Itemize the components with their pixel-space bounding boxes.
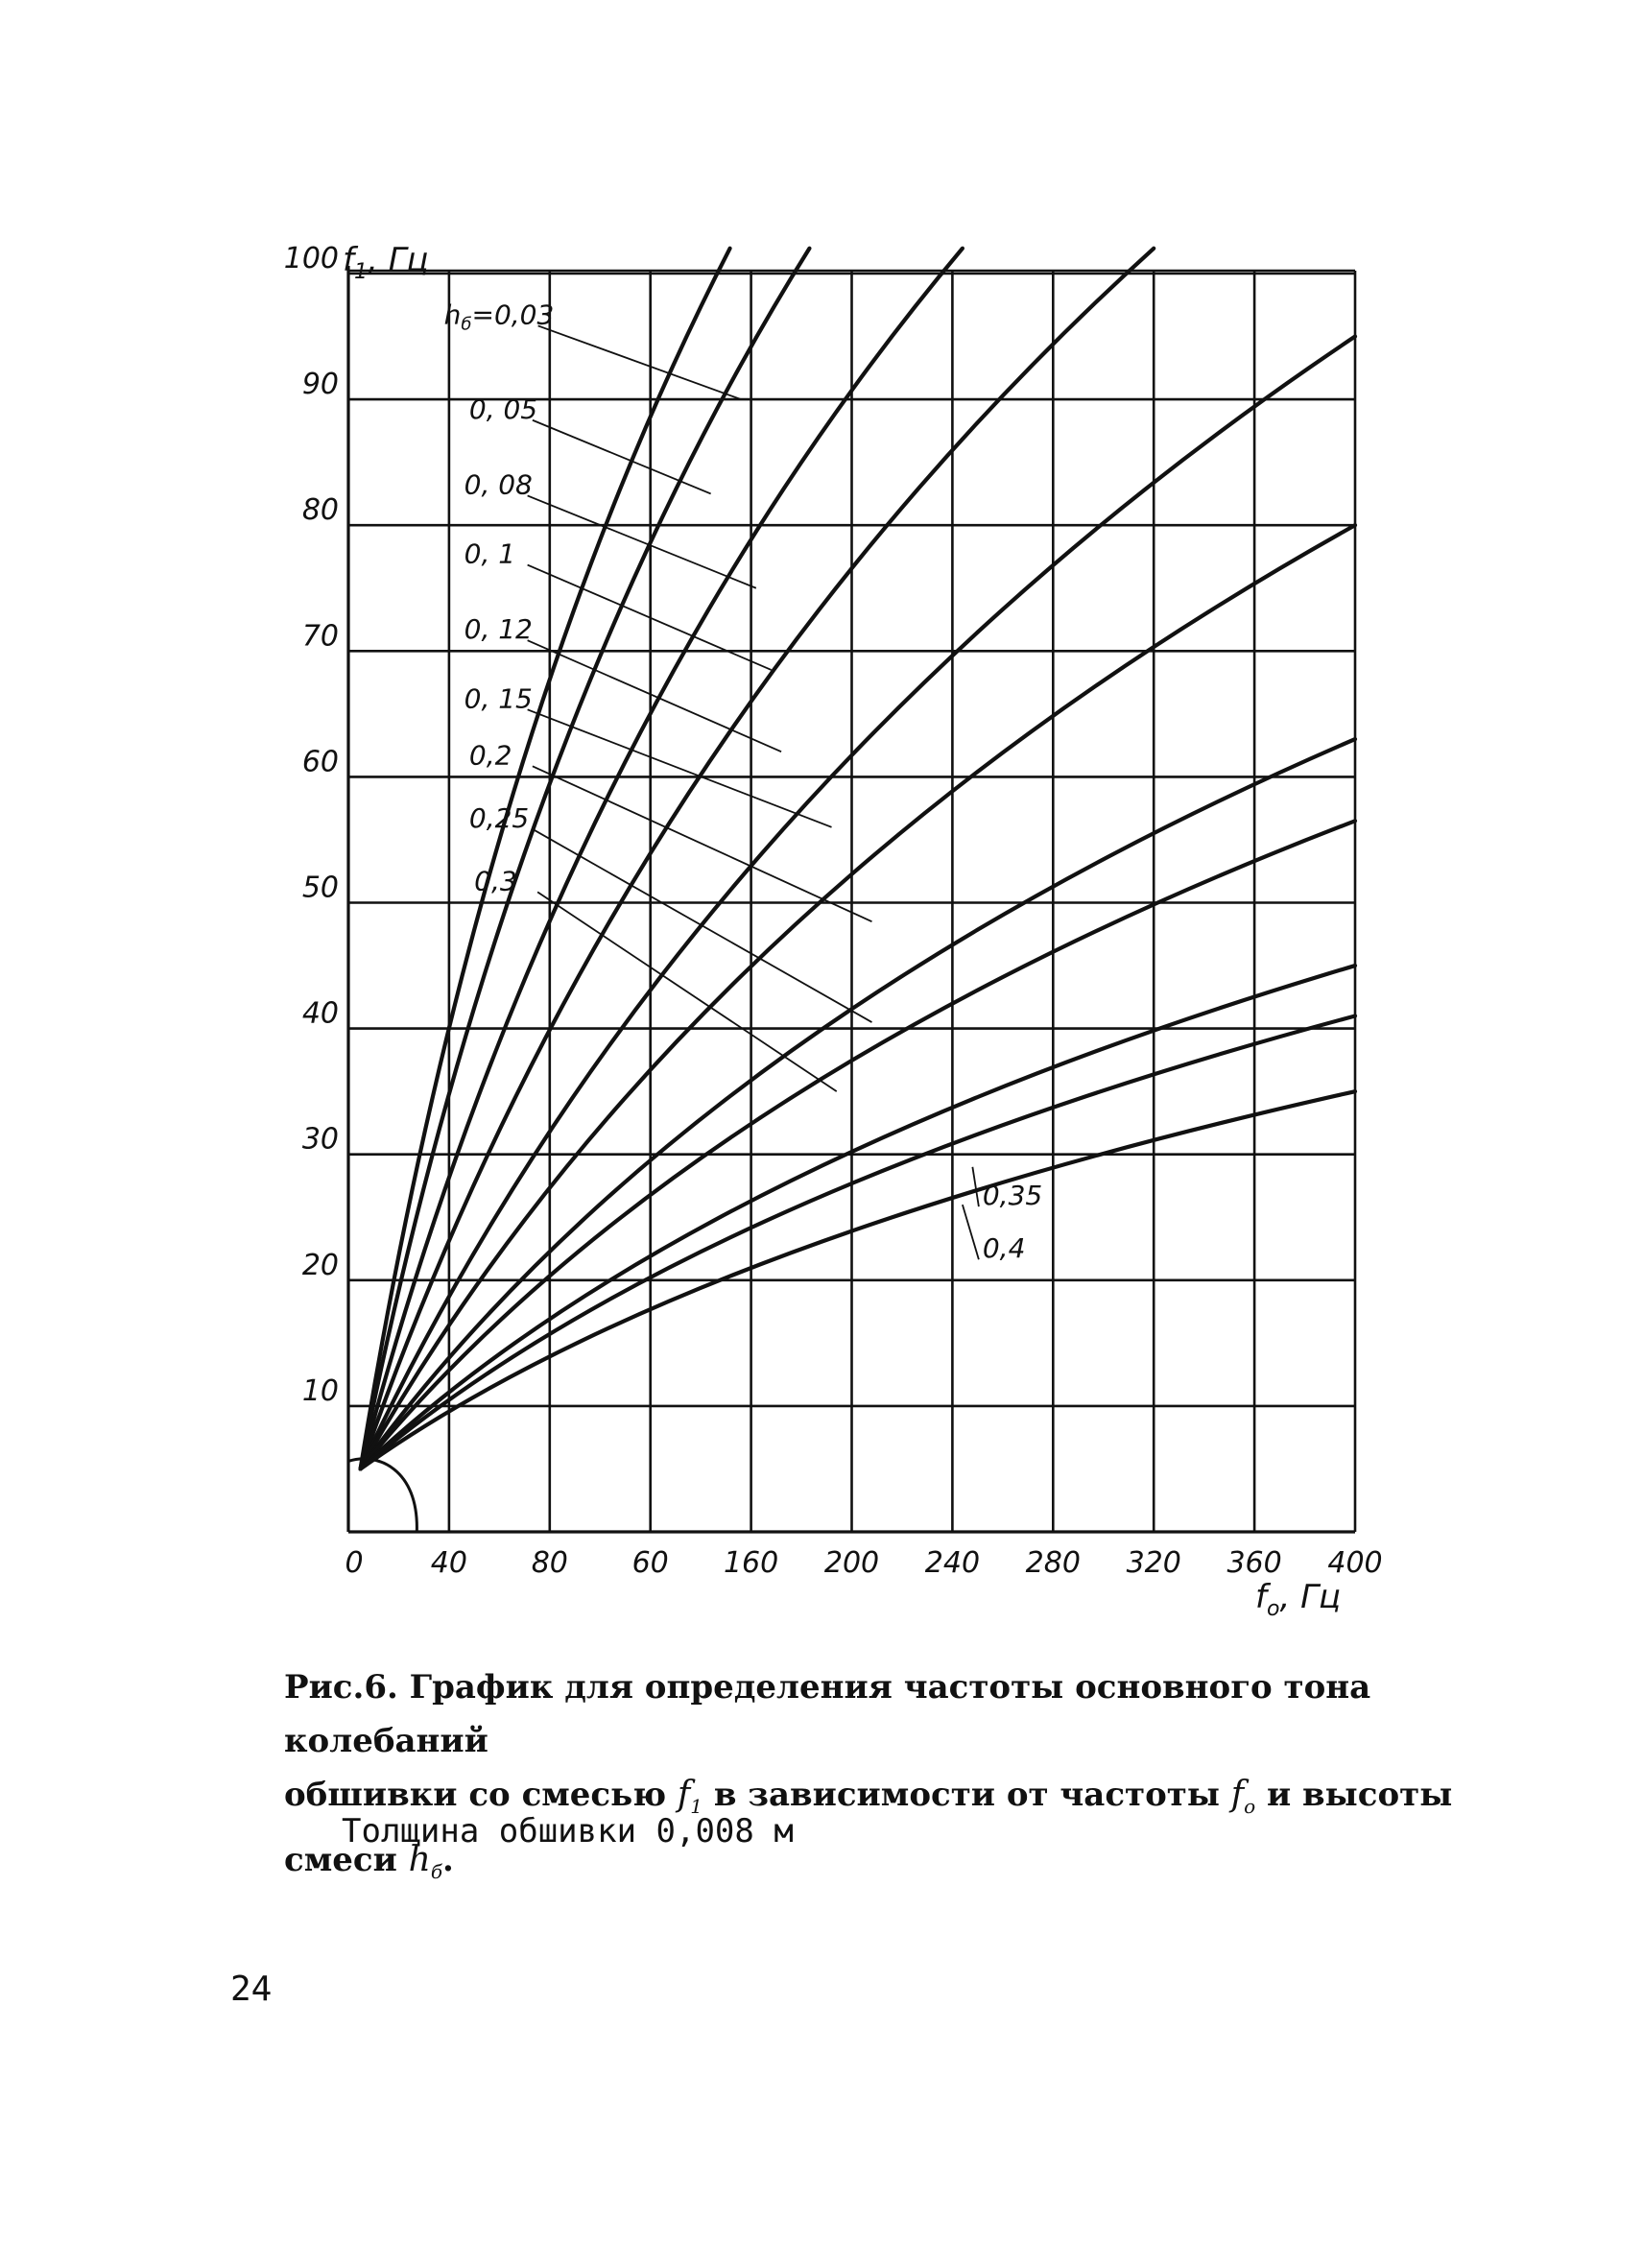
x-axis-title: $f_o$, Гц bbox=[1255, 1578, 1342, 1621]
x-tick-label: 400 bbox=[1327, 1546, 1383, 1580]
series-label-0-35: 0,35 bbox=[982, 1180, 1043, 1212]
curve-h-0-3 bbox=[361, 966, 1355, 1468]
x-tick-label: 240 bbox=[924, 1546, 981, 1580]
caption-line-3: смеси $h_б$. bbox=[284, 1840, 454, 1884]
y-axis-title: $f_1$, Гц bbox=[343, 241, 429, 284]
series-label-0-03: $h_б=0,03$ bbox=[443, 298, 555, 335]
page-number: 24 bbox=[230, 1970, 273, 2009]
x-tick-label: 200 bbox=[823, 1546, 880, 1580]
leader-line-0-3 bbox=[537, 892, 837, 1091]
figure-caption bbox=[284, 1660, 1464, 1898]
caption-line-2: обшивки со смесью $f_1$ в зависимости от частоты $f_o$ и высоты bbox=[284, 1775, 1453, 1819]
y-tick-label: 100 bbox=[283, 242, 339, 275]
thickness-note: Толщина обшивки 0,008 м bbox=[342, 1812, 794, 1850]
y-tick-label: 90 bbox=[301, 368, 339, 402]
x-tick-label: 60 bbox=[631, 1546, 669, 1580]
series-label-0-4: 0,4 bbox=[982, 1232, 1026, 1265]
y-tick-label: 20 bbox=[301, 1248, 339, 1282]
x-tick-label: 0 bbox=[345, 1546, 364, 1580]
series-label-0-3: 0,3 bbox=[474, 865, 517, 897]
caption-line-1: Рис.6. График для определения частоты основного тона колебаний bbox=[284, 1668, 1371, 1760]
x-tick-label: 360 bbox=[1226, 1546, 1282, 1580]
y-tick-label: 60 bbox=[301, 745, 339, 779]
leader-line-0-08 bbox=[528, 495, 756, 587]
curve-h-0-25 bbox=[361, 821, 1355, 1468]
series-label-0-12: 0, 12 bbox=[464, 613, 533, 646]
curve-h-0-15 bbox=[361, 525, 1355, 1468]
y-tick-label: 40 bbox=[301, 996, 339, 1031]
grid bbox=[348, 271, 1355, 1532]
y-tick-label: 30 bbox=[301, 1122, 339, 1157]
series-label-0-2: 0,2 bbox=[468, 739, 512, 772]
x-tick-label: 80 bbox=[531, 1546, 568, 1580]
curve-h-0-03 bbox=[361, 249, 730, 1469]
x-tick-label: 320 bbox=[1126, 1546, 1181, 1580]
curves bbox=[361, 249, 1355, 1469]
series-label-0-15: 0, 15 bbox=[464, 682, 533, 715]
leader-line-0-25 bbox=[533, 829, 872, 1022]
series-label-0-25: 0,25 bbox=[468, 801, 530, 834]
series-label-0-1: 0, 1 bbox=[464, 537, 516, 570]
series-label-0-05: 0, 05 bbox=[468, 393, 538, 425]
y-tick-label: 10 bbox=[301, 1373, 339, 1408]
y-tick-label: 70 bbox=[301, 619, 339, 654]
x-tick-label: 40 bbox=[430, 1546, 467, 1580]
x-tick-label: 160 bbox=[723, 1546, 779, 1580]
leader-line-0-4 bbox=[963, 1205, 979, 1259]
leader-line-0-35 bbox=[972, 1167, 978, 1206]
leaders bbox=[528, 325, 979, 1259]
y-tick-label: 80 bbox=[301, 493, 339, 528]
series-label-0-08: 0, 08 bbox=[464, 468, 533, 501]
leader-line-0-03 bbox=[538, 325, 741, 399]
y-tick-label: 50 bbox=[301, 871, 339, 905]
x-tick-label: 280 bbox=[1025, 1546, 1081, 1580]
